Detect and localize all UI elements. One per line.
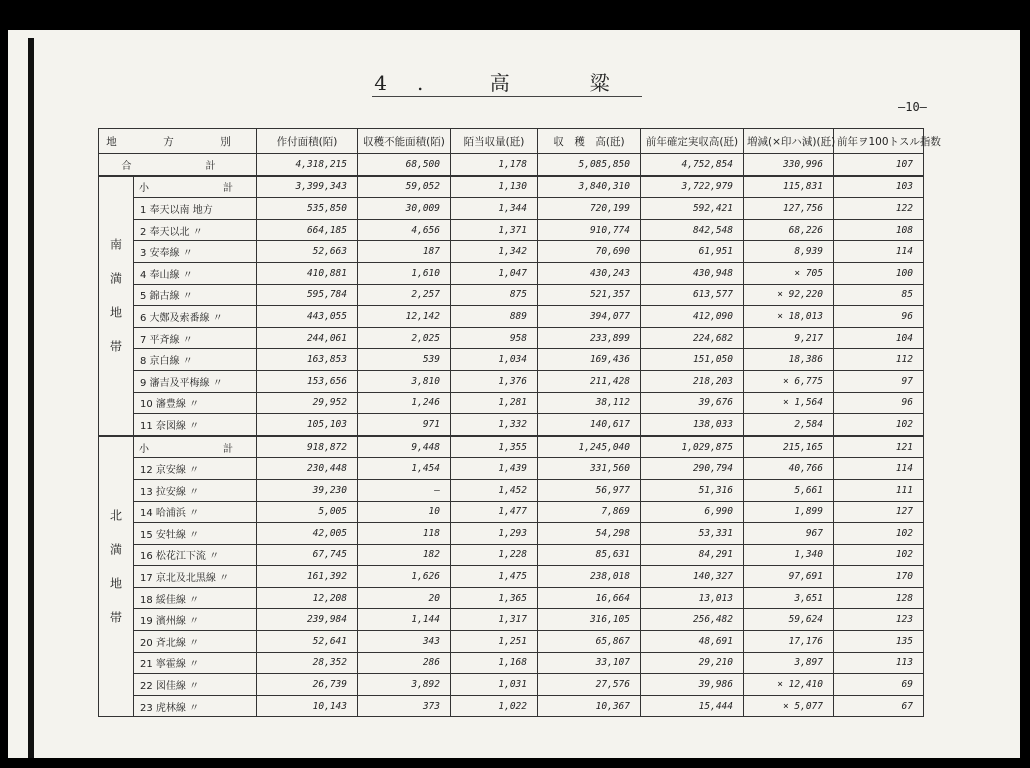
table-cell: 1,355 <box>451 436 538 458</box>
table-cell: 38,112 <box>538 392 641 414</box>
table-cell: × 6,775 <box>744 370 834 392</box>
table-cell: 1,031 <box>451 674 538 696</box>
table-cell: 239,984 <box>257 609 358 631</box>
table-cell: 12,208 <box>257 587 358 609</box>
table-cell: 233,899 <box>538 327 641 349</box>
subtotal-label: 小 計 <box>134 436 257 458</box>
row-label: 2 奉天以北 〃 <box>134 219 257 241</box>
table-cell: 97,691 <box>744 566 834 588</box>
table-cell: 539 <box>358 349 451 371</box>
table-cell: 343 <box>358 631 451 653</box>
table-cell: 96 <box>834 392 924 414</box>
table-row <box>99 674 924 696</box>
header-row <box>99 129 924 154</box>
binding-edge <box>28 38 34 758</box>
table-cell: 4,656 <box>358 219 451 241</box>
table-cell: 1,130 <box>451 176 538 198</box>
table-cell: 39,230 <box>257 479 358 501</box>
table-cell: 10,367 <box>538 695 641 717</box>
row-label: 5 錦古線 〃 <box>134 284 257 306</box>
table-cell: 127,756 <box>744 198 834 220</box>
table-cell: 163,853 <box>257 349 358 371</box>
table-cell: 720,199 <box>538 198 641 220</box>
table-cell: 140,617 <box>538 414 641 436</box>
header-change: 増減(×印ハ減)(瓩) <box>744 129 834 154</box>
table-cell: 100 <box>834 262 924 284</box>
table-row <box>99 306 924 328</box>
table-row <box>99 566 924 588</box>
table-cell: 958 <box>451 327 538 349</box>
table-cell: 889 <box>451 306 538 328</box>
table-cell: 1,475 <box>451 566 538 588</box>
table-cell: 1,626 <box>358 566 451 588</box>
table-cell: 42,005 <box>257 523 358 545</box>
table-cell: 1,344 <box>451 198 538 220</box>
table-cell: 286 <box>358 652 451 674</box>
table-cell: 1,342 <box>451 241 538 263</box>
row-label: 4 奉山線 〃 <box>134 262 257 284</box>
table-cell: 102 <box>834 523 924 545</box>
table-cell: 9,448 <box>358 436 451 458</box>
table-cell: 1,228 <box>451 544 538 566</box>
table-cell: 85,631 <box>538 544 641 566</box>
sorghum-statistics-table <box>98 128 941 717</box>
table-cell: 1,168 <box>451 652 538 674</box>
table-row <box>99 458 924 480</box>
table-cell: 67,745 <box>257 544 358 566</box>
table-cell: 169,436 <box>538 349 641 371</box>
table-cell: 114 <box>834 458 924 480</box>
table-cell: 244,061 <box>257 327 358 349</box>
south-region-label: 南満地帯 <box>99 176 134 436</box>
table-cell: 1,439 <box>451 458 538 480</box>
table-cell: 3,897 <box>744 652 834 674</box>
table-row <box>99 262 924 284</box>
table-cell: 115,831 <box>744 176 834 198</box>
table-cell: 4,318,215 <box>257 154 358 176</box>
table-cell: 97 <box>834 370 924 392</box>
table-cell: 3,722,979 <box>641 176 744 198</box>
table-cell: 521,357 <box>538 284 641 306</box>
row-label: 3 安奉線 〃 <box>134 241 257 263</box>
south-subtotal-row <box>99 176 924 198</box>
table-cell: 121 <box>834 436 924 458</box>
table-cell: 118 <box>358 523 451 545</box>
table-cell: 6,990 <box>641 501 744 523</box>
table-cell: × 705 <box>744 262 834 284</box>
table-row <box>99 523 924 545</box>
table-cell: 138,033 <box>641 414 744 436</box>
table-cell: 52,641 <box>257 631 358 653</box>
table-cell: 1,371 <box>451 219 538 241</box>
table-cell: 3,840,310 <box>538 176 641 198</box>
table-cell: 316,105 <box>538 609 641 631</box>
row-label: 21 寧霍線 〃 <box>134 652 257 674</box>
table-cell: 5,661 <box>744 479 834 501</box>
table-cell: 1,245,040 <box>538 436 641 458</box>
table-row <box>99 219 924 241</box>
row-label: 11 奈図線 〃 <box>134 414 257 436</box>
table-cell: 1,610 <box>358 262 451 284</box>
row-label: 6 大鄭及索番線 〃 <box>134 306 257 328</box>
table-cell: 1,293 <box>451 523 538 545</box>
table-cell: 664,185 <box>257 219 358 241</box>
table-cell: 1,452 <box>451 479 538 501</box>
table-cell: 290,794 <box>641 458 744 480</box>
table-cell: 8,939 <box>744 241 834 263</box>
header-unharvested-area: 収穫不能面積(陌) <box>358 129 451 154</box>
table-cell: 16,664 <box>538 587 641 609</box>
table-cell: 111 <box>834 479 924 501</box>
table-cell: 224,682 <box>641 327 744 349</box>
table-cell: 330,996 <box>744 154 834 176</box>
table-cell: 51,316 <box>641 479 744 501</box>
table-cell: 842,548 <box>641 219 744 241</box>
table-cell: 113 <box>834 652 924 674</box>
table-cell: × 18,013 <box>744 306 834 328</box>
row-label: 9 瀋吉及平梅線 〃 <box>134 370 257 392</box>
table-row <box>99 695 924 717</box>
row-label: 8 京白線 〃 <box>134 349 257 371</box>
subtotal-label: 小 計 <box>134 176 257 198</box>
table-row <box>99 652 924 674</box>
table-cell: 230,448 <box>257 458 358 480</box>
table-cell: – <box>358 479 451 501</box>
table-cell: 1,317 <box>451 609 538 631</box>
table-row <box>99 631 924 653</box>
table-row <box>99 587 924 609</box>
table-cell: 65,867 <box>538 631 641 653</box>
table-cell: 112 <box>834 349 924 371</box>
row-label: 12 京安線 〃 <box>134 458 257 480</box>
table-cell: 1,281 <box>451 392 538 414</box>
table-cell: 40,766 <box>744 458 834 480</box>
table-row <box>99 370 924 392</box>
table-cell: 68,226 <box>744 219 834 241</box>
table-cell: 39,676 <box>641 392 744 414</box>
table-row <box>99 241 924 263</box>
table-cell: 59,624 <box>744 609 834 631</box>
table-cell: 1,029,875 <box>641 436 744 458</box>
table-cell: 443,055 <box>257 306 358 328</box>
table-cell: 1,340 <box>744 544 834 566</box>
table-cell: 105,103 <box>257 414 358 436</box>
table-cell: 39,986 <box>641 674 744 696</box>
table-row <box>99 544 924 566</box>
table-row <box>99 501 924 523</box>
header-index: 前年ヲ100トスル指数 <box>834 129 924 154</box>
table-cell: 394,077 <box>538 306 641 328</box>
header-yield-per-ha: 陌当収量(瓩) <box>451 129 538 154</box>
table-cell: 373 <box>358 695 451 717</box>
table-cell: 1,477 <box>451 501 538 523</box>
table-cell: 7,869 <box>538 501 641 523</box>
table-row <box>99 414 924 436</box>
table-cell: × 12,410 <box>744 674 834 696</box>
table-cell: 215,165 <box>744 436 834 458</box>
table-cell: 170 <box>834 566 924 588</box>
table-cell: 102 <box>834 414 924 436</box>
table-cell: 20 <box>358 587 451 609</box>
table-cell: 430,243 <box>538 262 641 284</box>
grand-total-row <box>99 154 924 176</box>
table-cell: 135 <box>834 631 924 653</box>
table-cell: 107 <box>834 154 924 176</box>
table-cell: 2,257 <box>358 284 451 306</box>
table-cell: 17,176 <box>744 631 834 653</box>
table-cell: × 1,564 <box>744 392 834 414</box>
row-label: 13 拉安線 〃 <box>134 479 257 501</box>
table-cell: 967 <box>744 523 834 545</box>
table-cell: 53,331 <box>641 523 744 545</box>
table-cell: × 5,077 <box>744 695 834 717</box>
table-cell: 9,217 <box>744 327 834 349</box>
table-cell: 104 <box>834 327 924 349</box>
table-cell: 592,421 <box>641 198 744 220</box>
table-cell: 410,881 <box>257 262 358 284</box>
table-cell: 218,203 <box>641 370 744 392</box>
header-prev-year: 前年確定実収高(瓩) <box>641 129 744 154</box>
table-cell: 182 <box>358 544 451 566</box>
table-cell: 10 <box>358 501 451 523</box>
row-label: 15 安牡線 〃 <box>134 523 257 545</box>
table-cell: 3,651 <box>744 587 834 609</box>
row-label: 7 平斉線 〃 <box>134 327 257 349</box>
table-cell: 59,052 <box>358 176 451 198</box>
table-cell: 4,752,854 <box>641 154 744 176</box>
page-title: 4. 高 粱 <box>372 70 642 97</box>
table-cell: 28,352 <box>257 652 358 674</box>
table-cell: 114 <box>834 241 924 263</box>
table-cell: 67 <box>834 695 924 717</box>
table-cell: 3,892 <box>358 674 451 696</box>
table-cell: 5,085,850 <box>538 154 641 176</box>
row-label: 16 松花江下流 〃 <box>134 544 257 566</box>
table-cell: 412,090 <box>641 306 744 328</box>
table-row <box>99 198 924 220</box>
table-cell: 1,144 <box>358 609 451 631</box>
table-cell: 30,009 <box>358 198 451 220</box>
row-label: 20 斉北線 〃 <box>134 631 257 653</box>
table-cell: 151,050 <box>641 349 744 371</box>
table-cell: 84,291 <box>641 544 744 566</box>
table-cell: 69 <box>834 674 924 696</box>
table-cell: 1,251 <box>451 631 538 653</box>
table-cell: 61,951 <box>641 241 744 263</box>
table-cell: 3,399,343 <box>257 176 358 198</box>
table-cell: 211,428 <box>538 370 641 392</box>
table-cell: 68,500 <box>358 154 451 176</box>
table-cell: 52,663 <box>257 241 358 263</box>
table-cell: 96 <box>834 306 924 328</box>
table-cell: 13,013 <box>641 587 744 609</box>
table-cell: 3,810 <box>358 370 451 392</box>
table-cell: 1,376 <box>451 370 538 392</box>
north-subtotal-row <box>99 436 924 458</box>
table-cell: 29,210 <box>641 652 744 674</box>
row-label: 22 図佳線 〃 <box>134 674 257 696</box>
table-cell: 430,948 <box>641 262 744 284</box>
table-cell: 1,047 <box>451 262 538 284</box>
table-cell: 875 <box>451 284 538 306</box>
table-cell: 238,018 <box>538 566 641 588</box>
table-cell: 123 <box>834 609 924 631</box>
table-cell: 971 <box>358 414 451 436</box>
grand-total-label: 合 計 <box>99 154 257 176</box>
table-cell: 613,577 <box>641 284 744 306</box>
row-label: 23 虎林線 〃 <box>134 695 257 717</box>
table-cell: 5,005 <box>257 501 358 523</box>
table-cell: 1,332 <box>451 414 538 436</box>
header-region: 地 方 別 <box>99 129 257 154</box>
table-cell: 10,143 <box>257 695 358 717</box>
table-cell: 85 <box>834 284 924 306</box>
table-cell: 127 <box>834 501 924 523</box>
table-row <box>99 609 924 631</box>
table-cell: 1,034 <box>451 349 538 371</box>
table-cell: 15,444 <box>641 695 744 717</box>
table-cell: 910,774 <box>538 219 641 241</box>
table-cell: 12,142 <box>358 306 451 328</box>
row-label: 18 綏佳線 〃 <box>134 587 257 609</box>
table-cell: 1,365 <box>451 587 538 609</box>
table-row <box>99 479 924 501</box>
row-label: 1 奉天以南 地方 <box>134 198 257 220</box>
table-cell: 161,392 <box>257 566 358 588</box>
table-cell: 102 <box>834 544 924 566</box>
table-row <box>99 392 924 414</box>
row-label: 19 濱州線 〃 <box>134 609 257 631</box>
table-cell: 1,246 <box>358 392 451 414</box>
table-cell: 26,739 <box>257 674 358 696</box>
table-cell: 331,560 <box>538 458 641 480</box>
table-cell: 18,386 <box>744 349 834 371</box>
table-cell: 1,022 <box>451 695 538 717</box>
table-row <box>99 327 924 349</box>
table-cell: 187 <box>358 241 451 263</box>
table-cell: 70,690 <box>538 241 641 263</box>
table-cell: 29,952 <box>257 392 358 414</box>
table-cell: 48,691 <box>641 631 744 653</box>
north-region-label: 北満地帯 <box>99 436 134 717</box>
table-cell: 153,656 <box>257 370 358 392</box>
header-harvest: 収 穫 高(瓩) <box>538 129 641 154</box>
table-cell: 103 <box>834 176 924 198</box>
table-row <box>99 284 924 306</box>
table-cell: 1,178 <box>451 154 538 176</box>
table-row <box>99 349 924 371</box>
table-cell: 128 <box>834 587 924 609</box>
table-cell: 2,584 <box>744 414 834 436</box>
table-cell: 2,025 <box>358 327 451 349</box>
table-cell: 140,327 <box>641 566 744 588</box>
row-label: 10 瀋豊線 〃 <box>134 392 257 414</box>
table-cell: × 92,220 <box>744 284 834 306</box>
table-cell: 122 <box>834 198 924 220</box>
table-cell: 256,482 <box>641 609 744 631</box>
page-number: –10– <box>898 100 927 114</box>
table-cell: 595,784 <box>257 284 358 306</box>
table-cell: 33,107 <box>538 652 641 674</box>
table-cell: 108 <box>834 219 924 241</box>
table-cell: 535,850 <box>257 198 358 220</box>
table-cell: 54,298 <box>538 523 641 545</box>
table-cell: 918,872 <box>257 436 358 458</box>
table-cell: 1,454 <box>358 458 451 480</box>
row-label: 17 京北及北黒線 〃 <box>134 566 257 588</box>
table-cell: 1,899 <box>744 501 834 523</box>
table-cell: 27,576 <box>538 674 641 696</box>
table-cell: 56,977 <box>538 479 641 501</box>
row-label: 14 哈浦浜 〃 <box>134 501 257 523</box>
header-planted-area: 作付面積(陌) <box>257 129 358 154</box>
